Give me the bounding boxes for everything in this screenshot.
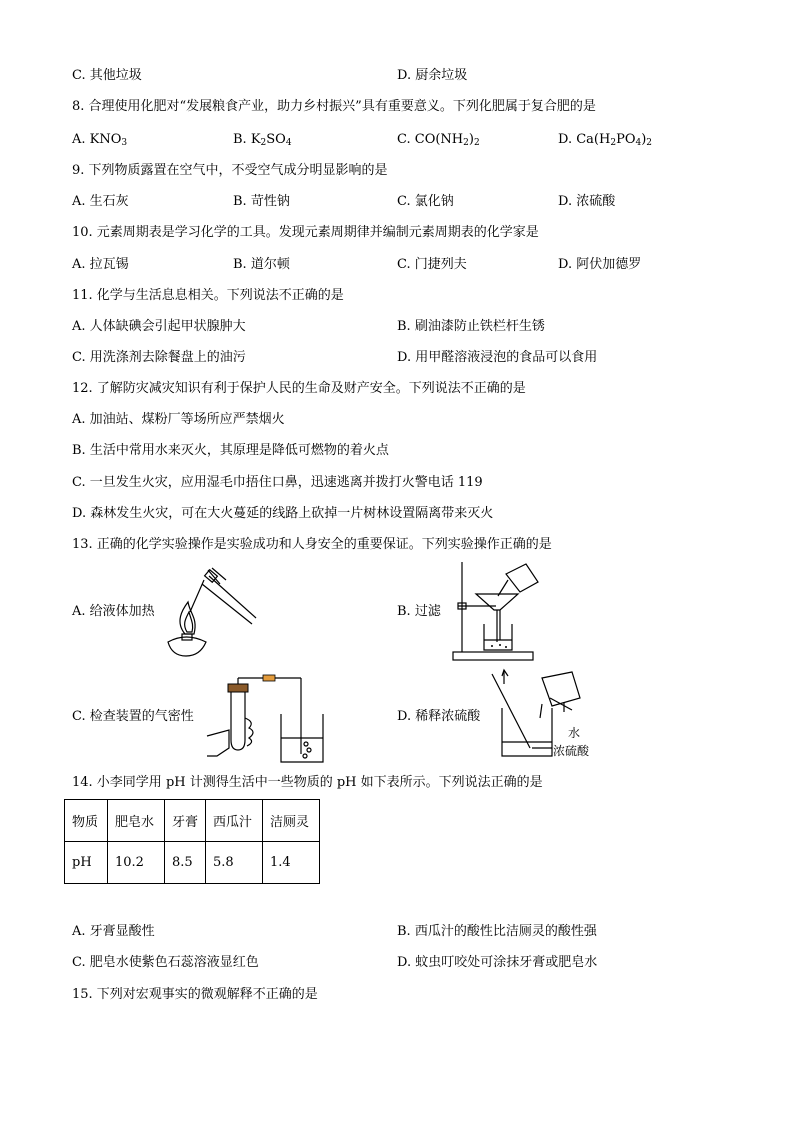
option-13A: A. 给液体加热 [72, 604, 155, 619]
question-12-stem: 12. 了解防灾减灾知识有利于保护人民的生命及财产安全。下列说法不正确的是 [72, 381, 526, 396]
option-7D: D. 厨余垃圾 [397, 68, 468, 83]
ph-table [64, 799, 320, 884]
option-9B: B. 苛性钠 [233, 194, 290, 209]
option-10A: A. 拉瓦锡 [72, 257, 129, 272]
question-9-stem: 9. 下列物质露置在空气中，不受空气成分明显影响的是 [72, 163, 388, 178]
option-12C: C. 一旦发生火灾，应用湿毛巾捂住口鼻，迅速逃离并拨打火警电话 119 [72, 475, 483, 490]
ph-table-header-row [65, 800, 320, 842]
ph-table-cell: pH [65, 842, 108, 884]
option-12D: D. 森林发生火灾，可在大火蔓延的线路上砍掉一片树林设置隔离带来灭火 [72, 506, 494, 521]
option-10C: C. 门捷列夫 [397, 257, 467, 272]
option-10D: D. 阿伏加德罗 [558, 257, 642, 272]
option-14A: A. 牙膏显酸性 [72, 924, 155, 939]
option-13B: B. 过滤 [397, 604, 441, 619]
option-13C: C. 检查装置的气密性 [72, 709, 194, 724]
ph-table-cell: 1.4 [263, 842, 320, 884]
ph-table-header: 肥皂水 [108, 800, 165, 842]
question-15-stem: 15. 下列对宏观事实的微观解释不正确的是 [72, 987, 318, 1002]
question-13-stem: 13. 正确的化学实验操作是实验成功和人身安全的重要保证。下列实验操作正确的是 [72, 537, 552, 552]
option-9D: D. 浓硫酸 [558, 194, 616, 209]
ph-table-header: 牙膏 [165, 800, 206, 842]
diagram-heating-liquid [160, 562, 260, 657]
option-8C: C. $CO(NH_2)_2$ [397, 132, 480, 148]
ph-table-header: 洁厕灵 [263, 800, 320, 842]
option-11C: C. 用洗涤剂去除餐盘上的油污 [72, 350, 246, 365]
ph-table-header: 物质 [65, 800, 108, 842]
option-11D: D. 用甲醛溶液浸泡的食品可以食用 [397, 350, 598, 365]
option-12A: A. 加油站、煤粉厂等场所应严禁烟火 [72, 412, 285, 427]
label-water: 水 [568, 726, 581, 740]
option-8A: A. $KNO_3$ [72, 132, 128, 148]
question-8-stem: 8. 合理使用化肥对“发展粮食产业，助力乡村振兴”具有重要意义。下列化肥属于复合肥的是 [72, 99, 596, 114]
option-14C: C. 肥皂水使紫色石蕊溶液显红色 [72, 955, 259, 970]
option-8B: B. $K_2SO_4$ [233, 132, 292, 148]
option-13D: D. 稀释浓硫酸 [397, 709, 481, 724]
option-14D: D. 蚊虫叮咬处可涂抹牙膏或肥皂水 [397, 955, 598, 970]
option-11B: B. 刷油漆防止铁栏杆生锈 [397, 319, 545, 334]
option-11A: A. 人体缺碘会引起甲状腺肿大 [72, 319, 246, 334]
diagram-airtightness [205, 670, 335, 765]
option-14B: B. 西瓜汁的酸性比洁厕灵的酸性强 [397, 924, 597, 939]
question-14-stem: 14. 小李同学用 pH 计测得生活中一些物质的 pH 如下表所示。下列说法正确的是 [72, 775, 543, 790]
option-12B: B. 生活中常用水来灭火，其原理是降低可燃物的着火点 [72, 443, 389, 458]
label-conc-acid: 浓硫酸 [553, 744, 590, 758]
ph-table-row [65, 842, 320, 884]
option-9C: C. 氯化钠 [397, 194, 454, 209]
diagram-filtration [448, 560, 568, 665]
option-9A: A. 生石灰 [72, 194, 129, 209]
ph-table-cell: 10.2 [108, 842, 165, 884]
ph-table-cell: 5.8 [206, 842, 263, 884]
ph-table-header: 西瓜汁 [206, 800, 263, 842]
ph-table-cell: 8.5 [165, 842, 206, 884]
option-7C: C. 其他垃圾 [72, 68, 142, 83]
question-11-stem: 11. 化学与生活息息相关。下列说法不正确的是 [72, 288, 344, 303]
question-10-stem: 10. 元素周期表是学习化学的工具。发现元素周期律并编制元素周期表的化学家是 [72, 225, 539, 240]
option-8D: D. $Ca(H_2PO_4)_2$ [558, 132, 653, 148]
option-10B: B. 道尔顿 [233, 257, 290, 272]
